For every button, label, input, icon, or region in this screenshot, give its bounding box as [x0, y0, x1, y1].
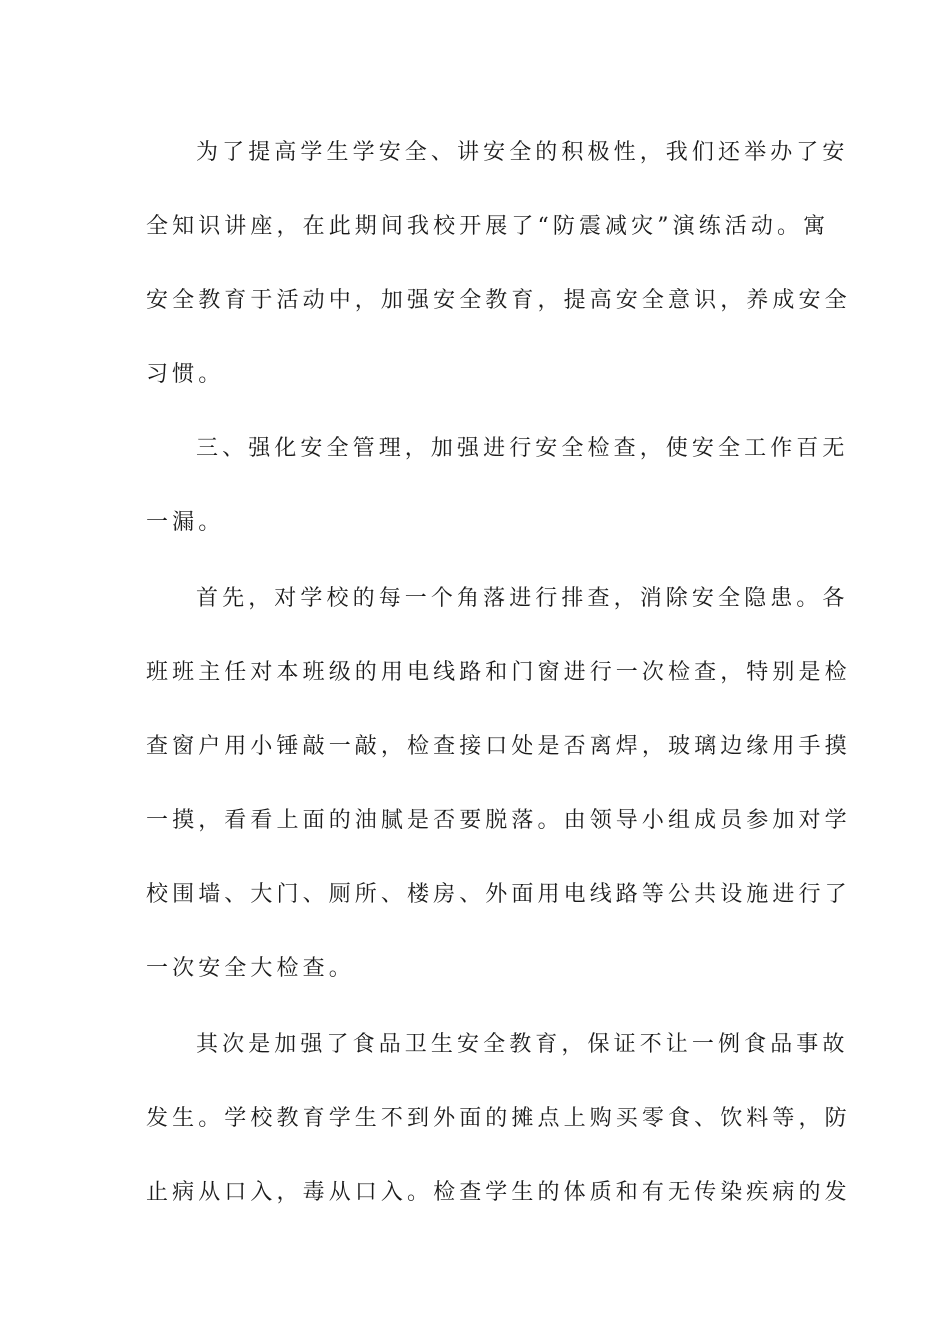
- section-heading-line-2: 一漏。: [146, 510, 225, 535]
- paragraph-1-line-1: 为了提高学生学安全、讲安全的积极性，我们还举办了安: [196, 140, 849, 165]
- paragraph-2-line-5: 校围墙、大门、厕所、楼房、外面用电线路等公共设施进行了: [146, 882, 851, 907]
- paragraph-3-line-2: 发生。学校教育学生不到外面的摊点上购买零食、饮料等，防: [146, 1106, 851, 1131]
- paragraph-1-line-4: 习惯。: [146, 362, 225, 387]
- section-heading-line-1: 三、强化安全管理，加强进行安全检查，使安全工作百无: [196, 436, 849, 461]
- paragraph-3-line-3: 止病从口入，毒从口入。检查学生的体质和有无传染疾病的发: [146, 1180, 851, 1205]
- paragraph-2-line-1: 首先，对学校的每一个角落进行排查，消除安全隐患。各: [196, 586, 849, 611]
- paragraph-1-line-2: 全知识讲座，在此期间我校开展了“防震减灾”演练活动。寓: [146, 214, 830, 239]
- paragraph-1-line-3: 安全教育于活动中，加强安全教育，提高安全意识，养成安全: [146, 288, 851, 313]
- paragraph-2-line-4: 一摸，看看上面的油腻是否要脱落。由领导小组成员参加对学: [146, 808, 851, 833]
- paragraph-2-line-2: 班班主任对本班级的用电线路和门窗进行一次检查，特别是检: [146, 660, 851, 685]
- paragraph-3-line-1: 其次是加强了食品卫生安全教育，保证不让一例食品事故: [196, 1032, 849, 1057]
- paragraph-2-line-6: 一次安全大检查。: [146, 956, 355, 981]
- paragraph-2-line-3: 查窗户用小锤敲一敲，检查接口处是否离焊，玻璃边缘用手摸: [146, 734, 851, 759]
